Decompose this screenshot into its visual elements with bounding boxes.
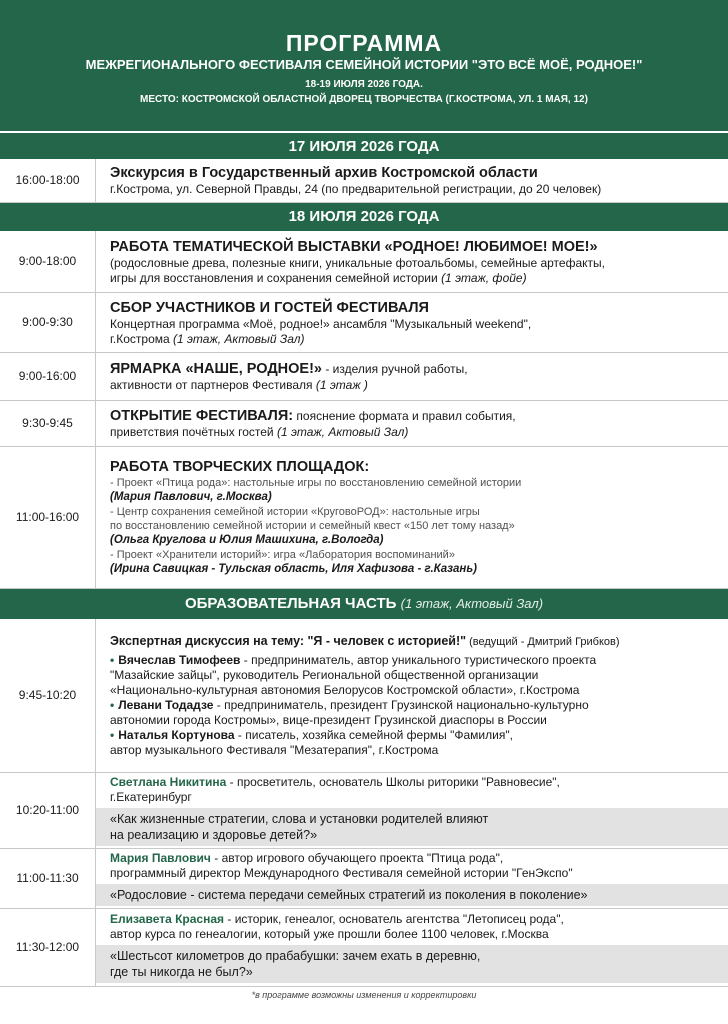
event-place: (1 этаж, Актовый Зал) bbox=[276, 425, 409, 439]
event-time: 9:00-9:30 bbox=[0, 293, 96, 352]
participant-name: Наталья Кортунова bbox=[118, 727, 235, 742]
education-heading bbox=[0, 589, 728, 619]
event-line: Концертная программа «Моё, родное!» ансамбля "Музыкальный weekend", bbox=[110, 316, 532, 331]
bullet-icon: • bbox=[110, 697, 115, 712]
event-time: 11:00-16:00 bbox=[0, 447, 96, 588]
speaker-desc: автор курса по генеалогии, который уже прошли более 1100 человек, г.Москва bbox=[110, 927, 549, 941]
event-place: (1 этаж, фойе) bbox=[441, 270, 527, 285]
speaker-desc: - автор игрового обучающего проекта "Птица рода", bbox=[210, 851, 504, 865]
schedule-row bbox=[0, 401, 728, 447]
education-title: ОБРАЗОВАТЕЛЬНАЯ ЧАСТЬ bbox=[184, 595, 397, 612]
event-line: приветствия почётных гостей bbox=[110, 425, 274, 439]
project-line: - Проект «Хранители историй»: игра «Лаборатория воспоминаний» bbox=[110, 549, 455, 561]
speaker-desc: - историк, генеалог, основатель агентства "Летописец рода", bbox=[224, 912, 564, 926]
talk-topic bbox=[96, 808, 728, 846]
event-title: РАБОТА ТВОРЧЕСКИХ ПЛОЩАДОК: bbox=[110, 459, 370, 475]
event-time: 16:00-18:00 bbox=[0, 159, 96, 202]
bullet-icon: • bbox=[110, 727, 115, 742]
participant-desc: - предприниматель, президент Грузинской национально-культурно bbox=[213, 697, 589, 712]
participant-desc: "Мазайские зайцы", руководитель Региональной общественной организации bbox=[110, 667, 539, 682]
speaker-desc: - просветитель, основатель Школы риторики "Равновесие", bbox=[226, 775, 560, 789]
schedule-row bbox=[0, 909, 728, 987]
talk-topic-line: «Как жизненные стратегии, слова и установки родителей влияют bbox=[110, 812, 489, 826]
project-line: по восстановлению семейной истории и семейный квест «150 лет тому назад» bbox=[110, 520, 515, 532]
schedule-row bbox=[0, 293, 728, 353]
program-header bbox=[0, 0, 728, 131]
event-title: Экскурсия в Государственный архив Костромской области bbox=[110, 165, 538, 181]
talk-topic-line: на реализацию и здоровье детей?» bbox=[110, 828, 318, 842]
event-time: 9:45-10:20 bbox=[0, 619, 96, 772]
talk-topic bbox=[96, 945, 728, 983]
participant-desc: «Национально-культурная автономия Белорусов Костромской области», г.Кострома bbox=[110, 682, 580, 697]
event-details: г.Кострома, ул. Северной Правды, 24 (по предварительной регистрации, до 20 человек) bbox=[110, 182, 602, 196]
talk-topic-line: «Шестьсот километров до прабабушки: зачем ехать в деревню, bbox=[110, 949, 481, 963]
event-time: 9:00-18:00 bbox=[0, 231, 96, 292]
event-time: 11:00-11:30 bbox=[0, 849, 96, 908]
participant-name: Вячеслав Тимофеев bbox=[118, 652, 241, 667]
project-people: (Мария Павлович, г.Москва) bbox=[110, 491, 272, 503]
event-title: ОТКРЫТИЕ ФЕСТИВАЛЯ: bbox=[110, 408, 294, 424]
speaker-name: Светлана Никитина bbox=[110, 775, 227, 789]
participant-desc: - писатель, хозяйка семейной фермы "Фамилия", bbox=[234, 727, 513, 742]
schedule-row bbox=[0, 231, 728, 293]
schedule-row bbox=[0, 159, 728, 203]
schedule-row bbox=[0, 619, 728, 773]
event-line: г.Кострома bbox=[110, 331, 170, 346]
talk-topic-line: где ты никогда не был?» bbox=[110, 965, 253, 979]
footer-note: *в программе возможны изменения и корректировки bbox=[251, 990, 477, 1000]
event-title: СБОР УЧАСТНИКОВ И ГОСТЕЙ ФЕСТИВАЛЯ bbox=[110, 299, 429, 316]
participant-name: Левани Тодадзе bbox=[118, 697, 214, 712]
project-people: (Ольга Круглова и Юлия Машихина, г.Вологда) bbox=[110, 534, 384, 546]
project-line: - Центр сохранения семейной истории «КруговоРОД»: настольные игры bbox=[110, 506, 480, 518]
day1-heading: 17 ИЮЛЯ 2026 ГОДА bbox=[0, 131, 728, 159]
talk-topic bbox=[96, 884, 728, 906]
speaker-name: Елизавета Красная bbox=[110, 912, 225, 926]
speaker-desc: г.Екатеринбург bbox=[110, 790, 192, 804]
schedule-row bbox=[0, 353, 728, 401]
event-title: РАБОТА ТЕМАТИЧЕСКОЙ ВЫСТАВКИ «РОДНОЕ! ЛЮБИМОЕ! МОЕ!» bbox=[110, 238, 598, 255]
event-time: 9:00-16:00 bbox=[0, 353, 96, 400]
participant-desc: автор музыкального Фестиваля "Мезатерапия", г.Кострома bbox=[110, 742, 439, 757]
event-time: 10:20-11:00 bbox=[0, 773, 96, 848]
festival-place: МЕСТО: КОСТРОМСКОЙ ОБЛАСТНОЙ ДВОРЕЦ ТВОРЧЕСТВА (Г.КОСТРОМА, УЛ. 1 МАЯ, 12) bbox=[140, 94, 588, 105]
talk-topic-line: «Родословие - система передачи семейных стратегий из поколения в поколение» bbox=[110, 888, 588, 902]
project-line: - Проект «Птица рода»: настольные игры по восстановлению семейной истории bbox=[110, 477, 522, 489]
event-line: пояснение формата и правил события, bbox=[293, 409, 516, 423]
event-line: (родословные древа, полезные книги, уникальные фотоальбомы, семейные артефакты, bbox=[110, 255, 605, 270]
participant-desc: автономии города Костромы», вице-президент Грузинской диаспоры в России bbox=[110, 712, 547, 727]
day2-heading: 18 ИЮЛЯ 2026 ГОДА bbox=[0, 203, 728, 231]
speaker-desc: программный директор Международного Фестиваля семейной истории "ГенЭкспо" bbox=[110, 866, 573, 880]
discussion-title: Экспертная дискуссия на тему: "Я - человек с историей!" bbox=[110, 633, 467, 648]
discussion-moderator: (ведущий - Дмитрий Грибков) bbox=[466, 635, 620, 648]
event-place: (1 этаж, Актовый Зал) bbox=[173, 331, 305, 346]
project-people: (Ирина Савицкая - Тульская область, Иля Хафизова - г.Казань) bbox=[110, 563, 477, 575]
schedule-row bbox=[0, 447, 728, 589]
event-time: 11:30-12:00 bbox=[0, 909, 96, 986]
schedule-row bbox=[0, 773, 728, 849]
event-place: (1 этаж ) bbox=[315, 378, 368, 392]
event-title: ЯРМАРКА «НАШЕ, РОДНОЕ!» bbox=[110, 361, 322, 377]
schedule-row bbox=[0, 849, 728, 909]
page-title: ПРОГРАММА bbox=[285, 30, 443, 56]
festival-name: МЕЖРЕГИОНАЛЬНОГО ФЕСТИВАЛЯ СЕМЕЙНОЙ ИСТОРИИ "ЭТО ВСЁ МОЁ, РОДНОЕ!" bbox=[85, 57, 643, 72]
event-time: 9:30-9:45 bbox=[0, 401, 96, 446]
bullet-icon: • bbox=[110, 652, 115, 667]
event-line: активности от партнеров Фестиваля bbox=[110, 378, 313, 392]
event-line: игры для восстановления и сохранения семейной истории bbox=[110, 270, 438, 285]
festival-dates: 18-19 ИЮЛЯ 2026 ГОДА. bbox=[305, 79, 423, 90]
speaker-name: Мария Павлович bbox=[110, 851, 211, 865]
participant-desc: - предприниматель, автор уникального туристического проекта bbox=[240, 652, 597, 667]
event-line: - изделия ручной работы, bbox=[322, 362, 468, 376]
education-place: (1 этаж, Актовый Зал) bbox=[400, 596, 544, 611]
